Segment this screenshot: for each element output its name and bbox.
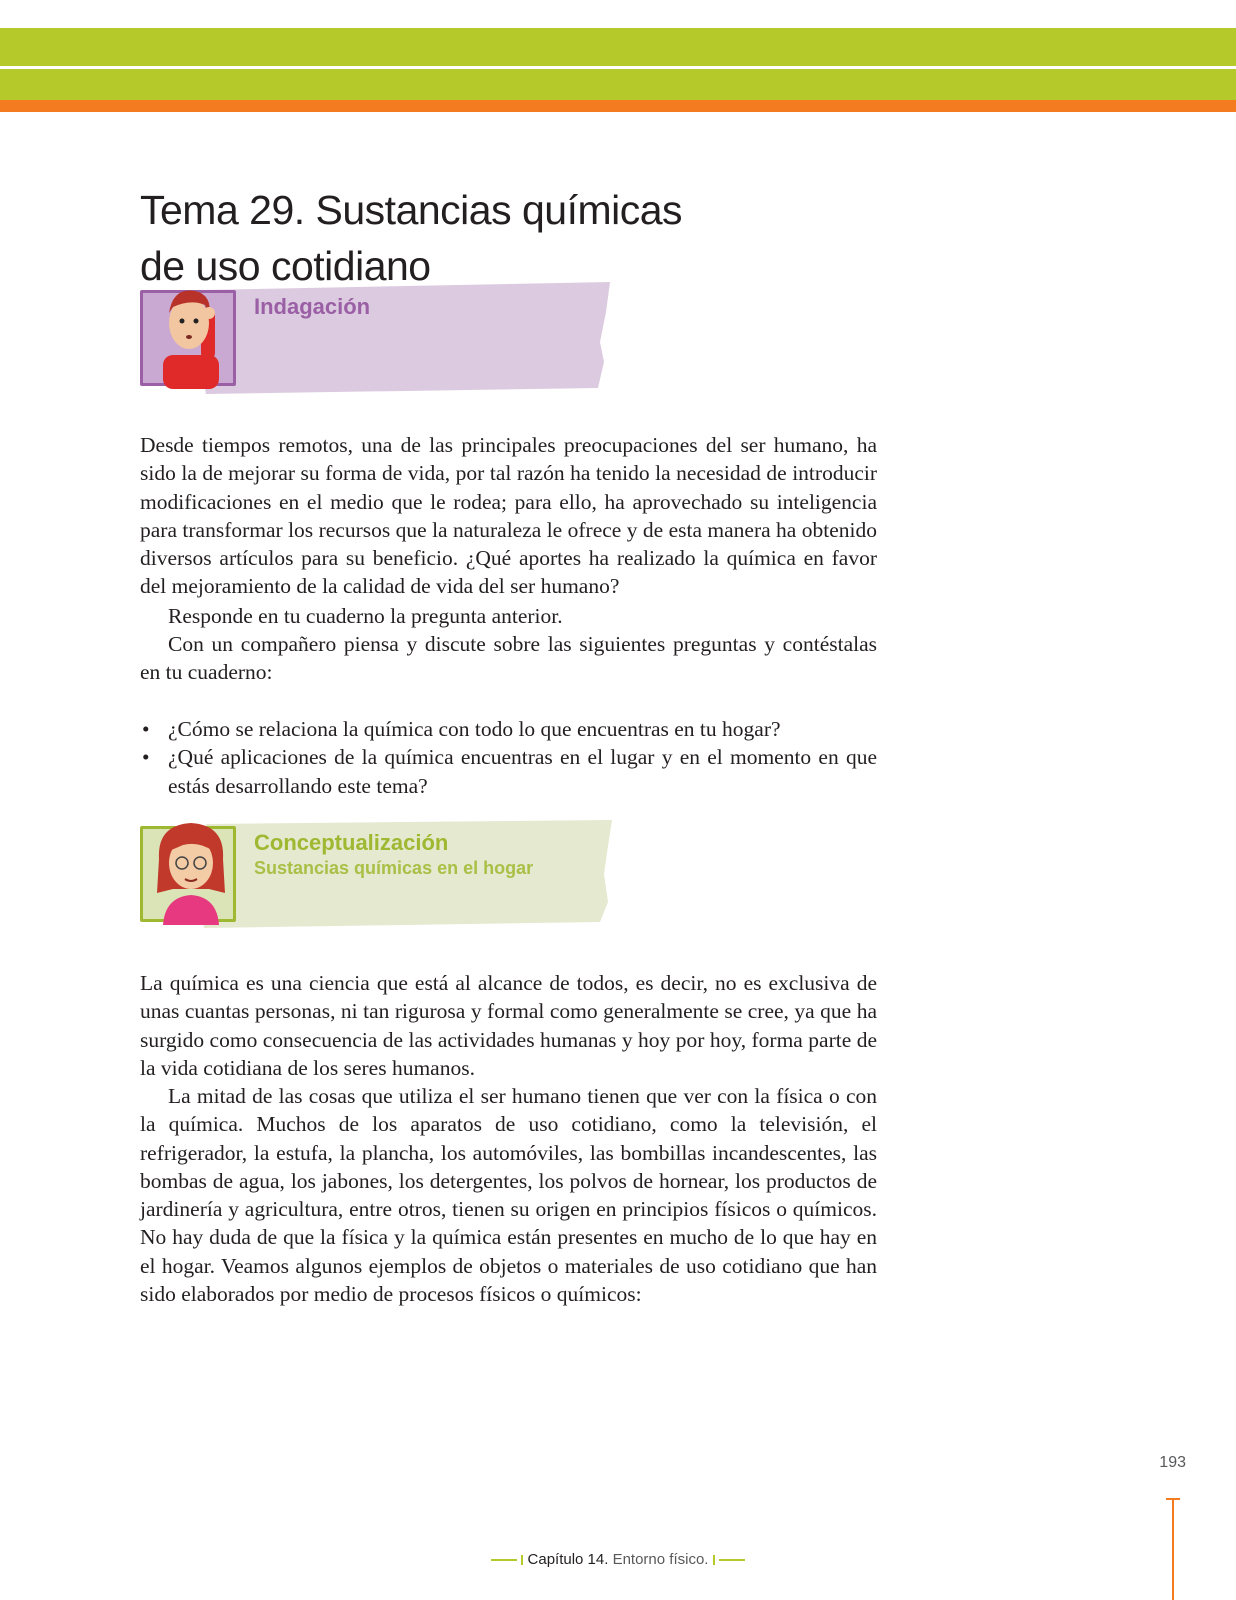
list-item: • ¿Cómo se relaciona la química con todo lo que encuentras en tu hogar? (142, 717, 781, 741)
conceptualizacion-banner (140, 818, 620, 930)
top-orange-band (0, 100, 1236, 112)
indagacion-paragraph-1: Desde tiempos remotos, una de las principales preocupaciones del ser humano, ha sido la de mejorar su forma de vida, por tal razón ha tenido la necesidad de introducir modificaciones en el medio que le rodea; para ello, ha aprovechado su inteligencia para transformar los recursos que la naturaleza le ofrece y de esta manera ha obtenido diversos artículos para su beneficio. ¿Qué aportes ha realizado la química en favor del mejoramiento de la calidad de vida del ser humano? (140, 433, 877, 599)
margin-line (1172, 1498, 1174, 1600)
page-number: 193 (1159, 1454, 1186, 1471)
list-item: • ¿Qué aplicaciones de la química encuentras en el lugar y en el momento en que estás desarrollando este tema? (142, 745, 877, 798)
girl-avatar (140, 826, 236, 922)
conceptualizacion-subheading: Sustancias químicas en el hogar (254, 858, 534, 878)
footer-chapter: Capítulo 14. (527, 1551, 609, 1568)
conceptualizacion-paragraph-1: La química es una ciencia que está al alcance de todos, es decir, no es exclusiva de unas cuantas personas, ni tan rigurosa y formal como generalmente se cree, ya que ha surgido como consecuencia de las actividades humanas y hoy por hoy, forma parte de la vida cotidiana de los seres humanos. (140, 971, 877, 1080)
top-green-band (0, 28, 1236, 66)
page-title-line-2: de uso cotidiano (140, 243, 431, 290)
page-title (140, 182, 840, 294)
footer-left-rule (491, 1559, 517, 1561)
conceptualizacion-paragraph-2: La mitad de las cosas que utiliza el ser humano tienen que ver con la física o con la química. Muchos de los aparatos de uso cotidiano, como la televisión, el refrigerador, la estufa, la plancha, los automóviles, las bombillas incandescentes, las bombas de agua, los jabones, los detergentes, los polvos de hornear, los productos de jardinería y agricultura, entre otros, tienen su origen en principios físicos o químicos. No hay duda de que la física y la química están presentes en mucho de lo que hay en el hogar. Veamos algunos ejemplos de objetos o materiales de uso cotidiano que han sido elaborados por medio de procesos físicos o químicos: (140, 1084, 877, 1307)
indagacion-question-list (140, 715, 877, 800)
question-text: ¿Qué aplicaciones de la química encuentras en el lugar y en el momento en que estás desarrollando este tema? (168, 745, 877, 798)
conceptualizacion-heading: Conceptualización (254, 830, 449, 855)
thinking-boy-avatar (140, 290, 236, 386)
question-text: ¿Cómo se relaciona la química con todo lo que encuentras en tu hogar? (168, 717, 781, 741)
top-green-band-lower (0, 69, 1236, 100)
footer-topic: Entorno físico. (612, 1551, 709, 1568)
indagacion-banner (140, 282, 620, 394)
indagacion-paragraph-2: Responde en tu cuaderno la pregunta anterior. (168, 604, 563, 628)
footer-right-rule (719, 1559, 745, 1561)
page-footer (0, 1551, 1236, 1568)
indagacion-heading: Indagación (254, 294, 371, 319)
indagacion-paragraph-3: Con un compañero piensa y discute sobre las siguientes preguntas y contéstalas en tu cuaderno: (140, 632, 877, 685)
page-title-line-1: Tema 29. Sustancias químicas (140, 187, 683, 234)
